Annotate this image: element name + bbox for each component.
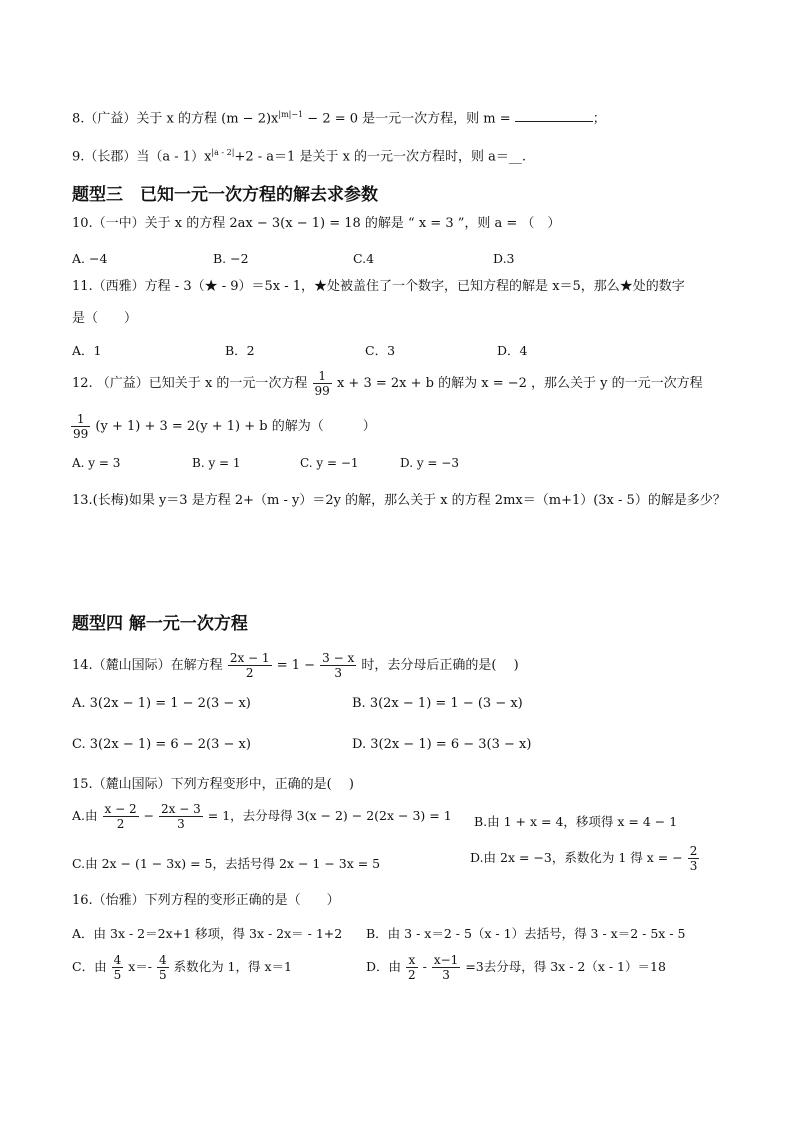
fraction-numerator: 4 bbox=[113, 953, 122, 967]
q14-equals: = 1 − bbox=[276, 658, 316, 673]
fraction bbox=[406, 953, 418, 982]
q12-option-c[interactable]: C. y = −1 bbox=[300, 456, 359, 470]
fraction bbox=[228, 651, 272, 680]
fraction bbox=[112, 953, 124, 982]
q11-option-a[interactable]: A．1 bbox=[72, 343, 102, 358]
q16-d-rest: =3去分母，得 3x - 2（x - 1）＝18 bbox=[465, 959, 666, 974]
q16-c-rest: 系数化为 1，得 x＝1 bbox=[173, 959, 292, 974]
q15-option-a[interactable] bbox=[72, 802, 452, 831]
q11-option-d[interactable]: D．4 bbox=[497, 343, 528, 358]
fraction-numerator: x−1 bbox=[433, 953, 459, 967]
q12-part1: 12. （广益）已知关于 x 的一元一次方程 bbox=[72, 376, 308, 391]
q14-option-a[interactable]: A. 3(2x − 1) = 1 − 2(3 − x) bbox=[72, 696, 251, 711]
fraction-numerator: 4 bbox=[158, 953, 167, 967]
q8-prefix: 8.（广益）关于 x 的方程 (m − 2)x bbox=[72, 111, 279, 127]
fraction-numerator: x bbox=[406, 953, 418, 968]
q16-option-d[interactable] bbox=[366, 953, 666, 982]
fraction-denominator: 3 bbox=[177, 817, 185, 831]
section-heading-4: 题型四 解一元一次方程 bbox=[72, 614, 248, 634]
fraction bbox=[71, 412, 90, 441]
fraction-numerator: 2x − 3 bbox=[161, 802, 201, 816]
q9-prefix: 9.（长郡）当（a - 1）x bbox=[72, 149, 212, 165]
fraction-denominator: 3 bbox=[442, 968, 450, 982]
q8-mid: − 2 = 0 是一元一次方程，则 m = bbox=[303, 111, 515, 127]
q14-option-b[interactable]: B. 3(2x − 1) = 1 − (3 − x) bbox=[352, 696, 523, 711]
q10-option-d[interactable]: D.3 bbox=[493, 251, 515, 266]
question-13: 13.(长梅)如果 y＝3 是方程 2+（m - y）＝2y 的解，那么关于 x 的方程 2mx＝（m+1）(3x - 5）的解是多少？ bbox=[72, 493, 726, 508]
fraction-denominator: 99 bbox=[314, 384, 330, 398]
fraction-denominator: 2 bbox=[245, 666, 254, 680]
q14-option-d[interactable]: D. 3(2x − 1) = 6 − 3(3 − x) bbox=[352, 737, 532, 752]
fraction bbox=[159, 802, 203, 831]
q15-a-rest: = 1，去分母得 3(x − 2) − 2(2x − 3) = 1 bbox=[207, 808, 452, 823]
q16-option-c[interactable] bbox=[72, 953, 292, 982]
q15-option-b[interactable]: B.由 1 + x = 4，移项得 x = 4 − 1 bbox=[474, 814, 678, 829]
q12-option-d[interactable]: D. y = −3 bbox=[400, 456, 459, 470]
q9-exponent: |a - 2| bbox=[211, 148, 235, 157]
fraction bbox=[320, 651, 356, 680]
question-14-stem bbox=[72, 651, 519, 680]
answer-blank[interactable] bbox=[515, 109, 593, 122]
q11-option-b[interactable]: B．2 bbox=[225, 343, 255, 358]
question-10-stem: 10.（一中）关于 x 的方程 2ax − 3(x − 1) = 18 的解是 “ x = 3 ”，则 a = （ ） bbox=[72, 216, 561, 231]
fraction bbox=[103, 802, 139, 831]
question-11-stem-line1: 11.（西雅）方程 - 3（★ - 9）＝5x - 1，★处被盖住了一个数字，已知方程的解是 x＝5，那么★处的数字 bbox=[72, 279, 685, 294]
fraction-denominator: 5 bbox=[158, 968, 167, 982]
q15-option-c[interactable]: C.由 2x − (1 − 3x) = 5，去括号得 2x − 1 − 3x = 5 bbox=[72, 856, 381, 871]
q16-d-minus: - bbox=[422, 959, 427, 974]
question-12-line1 bbox=[72, 369, 703, 398]
question-11-stem-line2: 是（ ） bbox=[72, 311, 138, 326]
q10-option-b[interactable]: B. −2 bbox=[213, 251, 249, 266]
question-8 bbox=[72, 106, 606, 128]
q10-option-c[interactable]: C.4 bbox=[353, 251, 375, 266]
question-12-line2 bbox=[70, 412, 376, 441]
fraction-denominator: 5 bbox=[113, 968, 122, 982]
q15-a-prefix: A.由 bbox=[72, 808, 98, 823]
fraction-numerator: 2 bbox=[689, 844, 698, 858]
fraction-numerator: 1 bbox=[313, 369, 332, 384]
q12-option-a[interactable]: A. y = 3 bbox=[72, 456, 121, 470]
fraction-denominator: 3 bbox=[689, 859, 698, 873]
fraction-numerator: 2x − 1 bbox=[229, 651, 270, 665]
q16-c-prefix: C．由 bbox=[72, 959, 107, 974]
q15-a-minus: − bbox=[143, 808, 155, 823]
q15-d-text: D.由 2x = −3，系数化为 1 得 x = − bbox=[470, 850, 683, 865]
q14-option-c[interactable]: C. 3(2x − 1) = 6 − 2(3 − x) bbox=[72, 737, 251, 752]
q15-option-d[interactable] bbox=[470, 844, 700, 873]
fraction-denominator: 2 bbox=[408, 968, 416, 982]
q12-option-b[interactable]: B. y = 1 bbox=[192, 456, 241, 470]
q11-option-c[interactable]: C．3 bbox=[365, 343, 396, 358]
q16-option-a[interactable]: A．由 3x - 2＝2x+1 移项，得 3x - 2x＝ - 1+2 bbox=[72, 926, 343, 941]
fraction-denominator: 99 bbox=[73, 427, 89, 441]
section-heading-3: 题型三 已知一元一次方程的解去求参数 bbox=[72, 185, 378, 205]
question-15-stem: 15.（麓山国际）下列方程变形中，正确的是( ) bbox=[72, 777, 354, 792]
fraction-numerator: 3 − x bbox=[322, 651, 355, 665]
q8-suffix: ； bbox=[592, 111, 606, 127]
fraction-numerator: 1 bbox=[71, 412, 90, 427]
q12-part2: x + 3 = 2x + b 的解为 x = −2 ，那么关于 y 的一元一次方程 bbox=[336, 376, 703, 391]
q16-d-prefix: D．由 bbox=[366, 959, 402, 974]
q8-exponent: |m|−1 bbox=[278, 110, 304, 119]
fraction bbox=[157, 953, 169, 982]
fraction-numerator: x − 2 bbox=[104, 802, 137, 816]
q10-option-a[interactable]: A. −4 bbox=[72, 251, 108, 266]
q14-part1: 14.（麓山国际）在解方程 bbox=[72, 658, 223, 673]
fraction-denominator: 2 bbox=[116, 817, 125, 831]
q12-part3: (y + 1) + 3 = 2(y + 1) + b 的解为（ ） bbox=[95, 419, 376, 434]
fraction bbox=[688, 844, 700, 873]
q9-suffix: +2 - a＝1 是关于 x 的一元一次方程时，则 a＝__. bbox=[234, 149, 527, 165]
question-9 bbox=[72, 144, 526, 166]
fraction bbox=[432, 953, 460, 982]
q16-c-mid: x＝- bbox=[128, 959, 152, 974]
fraction-denominator: 3 bbox=[334, 666, 343, 680]
q16-option-b[interactable]: B．由 3 - x＝2 - 5（x - 1）去括号，得 3 - x＝2 - 5x - 5 bbox=[366, 926, 686, 941]
question-16-stem: 16.（怡雅）下列方程的变形正确的是（ ） bbox=[72, 893, 340, 908]
q14-part2: 时，去分母后正确的是( ) bbox=[361, 658, 519, 673]
fraction bbox=[313, 369, 332, 398]
